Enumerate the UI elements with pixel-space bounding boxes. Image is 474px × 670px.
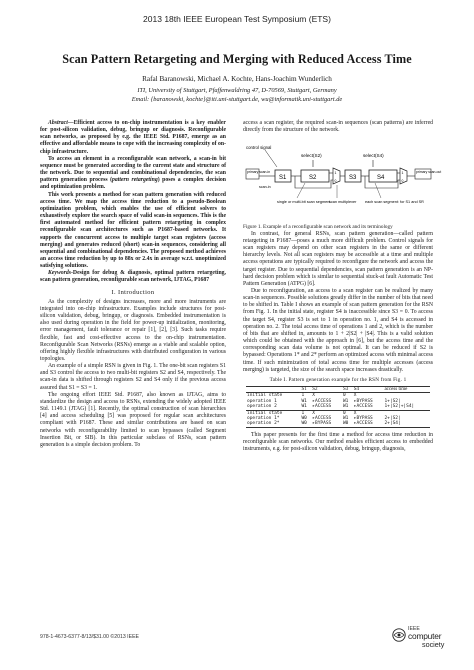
register-s2-label: S2 — [309, 175, 317, 182]
table-cell: 1+|S2|+|S4| — [384, 404, 415, 410]
figure-1-caption: Figure 1. Example of a reconfigurable scan network and its terminology — [243, 224, 393, 231]
table-header-cell: S4 — [353, 387, 384, 393]
mux1-input-1: 1 — [334, 171, 337, 176]
right-p0: access a scan register, the required scan-in sequences (scan patterns) are inferred directly from the structure of the network. — [243, 120, 433, 134]
seg-pointer — [297, 183, 305, 198]
table-cell: X — [353, 393, 357, 399]
keywords: Keywords-Design for debug & diagnosis, optimal pattern retargeting, scan pattern generation, reconfigurable scan network, IJTAG, P1687 — [40, 270, 226, 284]
table-cell: operation 2 — [247, 404, 277, 410]
table-header-cell: access time — [383, 387, 430, 393]
register-s4-label: S4 — [377, 175, 385, 182]
table-header-cell: S1 — [300, 387, 311, 393]
control-signal-pointer — [265, 150, 277, 167]
each-segment-label: each scan segment: for S1 and SR — [365, 200, 424, 205]
right-p2: Due to reconfiguration, an access to a scan register can be realized by many scan-in sequences. Possible solutions greatly differ in the number of bits that need to be shifted in. Table I shows an example of scan pattern generation for the RSN from Fig. 1. In the initial state, register S4 is inaccessible since S3 = 0. To access the target S4, register S3 is set to 1 in operation no. 1, and S4 is accessed in operation no. 2. The total access time of operations 1 and 2, which is the number of bits that are shifted in, amounts to 1 + 2|S2| + |S4|. This is a valid solution which could be obtained with the approach in [6], but the access time and the corresponding scan data volume is not optimal. It can be reduced if S2 is bypassed: Operations 1* and 2* perform an optimized access with minimal access time. If such minimization of total access time for multiple accesses (access merging) is targeted, the size of the search space increases drastically. — [243, 287, 433, 373]
table-header-cell: S2 — [311, 387, 342, 393]
logo-ieee-text: IEEE — [408, 626, 420, 632]
keywords-label: Keywords — [48, 270, 71, 277]
table-cell: W1 — [301, 404, 307, 410]
table-cell: W0 — [342, 421, 353, 427]
affiliation-address: ITI, University of Stuttgart, Pfaffenwaldring 47, D-70569, Stuttgart, Germany — [137, 87, 337, 94]
register-s1-label: S1 — [279, 175, 287, 182]
table-cell: 1 — [301, 393, 305, 399]
left-column — [40, 120, 226, 590]
bit-pointer — [375, 183, 381, 198]
table-cell: X — [353, 410, 384, 416]
ieee-cs-logo-icon — [392, 628, 406, 642]
table-cell: operation 1 — [247, 398, 277, 404]
abstract — [40, 120, 226, 285]
abstract-label: Abstract — [48, 120, 68, 126]
table-cell: ▸ACCESS — [312, 416, 332, 422]
paper-authors: Rafal Baranowski, Michael A. Kochte, Hans-Joachim Wunderlich — [142, 75, 332, 83]
logo-society-text: society — [422, 640, 445, 649]
table-cell: ▸ACCESS — [353, 404, 373, 410]
paper-affiliation — [20, 87, 454, 105]
control-signal-label: control signal — [246, 145, 272, 151]
table-cell: initial state — [247, 393, 283, 399]
abstract-p3: This work presents a method for scan pattern generation with reduced access time. We map the access time reduction to a pseudo-Boolean optimization problem, which enables the use of efficient solvers to exhaustively explore the search space of valid scan-in sequences. This is the first automated method for efficient pattern retargeting in complex reconfigurable scan architectures such as P1687-based networks. It supports the concurrent access to multiple target scan registers (access merging) and generates reduced (short) scan-in sequences, considering all sequential and combinational dependencies. The proposed method achieves an access time reduction by up to 88x or 2.4x in average w.r.t. unoptimized satisfying solutions. — [40, 191, 226, 270]
table-header-cell: S3 — [342, 387, 353, 393]
table-cell: ▸ACCESS — [312, 404, 332, 410]
abstract-p1: Abstract—Efficient access to on-chip instrumentation is a key enabler for post-silicon validation, debug, bringup or diagnosis. Reconfigurable scan networks, as proposed by e.g. the IEEE Std. P1687, emerge as an effective and affordable means to cope with the increasing complexity of on-chip infrastructure. — [40, 120, 226, 155]
pattern-generation-table — [246, 386, 430, 428]
table-cell: ▸ACCESS — [353, 421, 384, 427]
mux2-input-0: 0 — [401, 179, 404, 184]
table-cell: 2+|S2| — [384, 416, 401, 422]
scan-segment-label: single or multi-bit scan segment — [277, 200, 331, 205]
register-s3-label: S3 — [349, 175, 357, 182]
affiliation-email: Email: {baranowski, kochte}@iti.uni-stuttgart.de, wu@informatik.uni-stuttgart.de — [131, 95, 343, 103]
table-cell: W1 — [301, 398, 307, 404]
figure-1 — [243, 140, 442, 224]
table-row — [246, 421, 430, 427]
table-cell: ▸ACCESS — [312, 398, 332, 404]
table-cell: W0 — [301, 416, 307, 422]
table-cell: 1 — [300, 410, 311, 416]
table-cell: initial state — [246, 410, 300, 416]
right-p1: In contrast, for general RSNs, scan pattern generation—called pattern retargeting in P1687—poses a much more difficult problem. Control signals for scan registers may depend on other scan registers in the same or different hierarchy levels. Not all scan registers may be accessible at a time and multiple access operations are typically required to reconfigure the network and access the target register. Due to sequential dependencies, scan pattern generation is an NP-hard decision problem which is similar to sequential stuck-at fault Automatic Test Pattern Generation (ATPG) [6]. — [243, 230, 433, 287]
primary-scan-in-label: primary scan-in — [247, 170, 271, 175]
right-p3: This paper presents for the first time a method for access time reduction in reconfigurable scan networks. Our method enables efficient access to embedded instruments, e.g. for post-silicon validation, debug, bringup, diagnosis, — [243, 431, 433, 453]
table-cell: X — [311, 410, 342, 416]
select-s2-label: select(S2) — [301, 153, 322, 159]
table-cell: W1 — [342, 398, 349, 404]
table-cell: 0 — [342, 410, 353, 416]
select-s4-label: select(S4) — [363, 153, 384, 159]
table-cell: 0 — [342, 393, 346, 399]
mux2-input-1: 1 — [401, 171, 404, 176]
table-cell: X — [312, 393, 315, 399]
intro-p3: The ongoing effort IEEE Std. P1687, also known as IJTAG, aims to standardize the design and access to RSNs, extending the widely adopted IEEE Std. 1149.1 (JTAG) [1]. Recently, the optimal construction of scan hierarchies [4] and access scheduling [5] was proposed for regular scan architectures compliant with P1687. These and similar contributions are based on scan networks with reconfigurability limited to scan bypasses (called Segment Insertion Bit, or SIB). In this particular subclass of RSNs, scan pattern generation is a simple decision problem. To — [40, 391, 226, 448]
table-cell: ▸BYPASS — [311, 421, 342, 427]
table-cell: ▸BYPASS — [353, 416, 373, 422]
right-column — [243, 120, 442, 590]
table-cell: 1+|S2| — [384, 398, 401, 404]
intro-p2: An example of a simple RSN is given in Fig. 1. The one-bit scan registers S1 and S3 control the access to two multi-bit registers S2 and S4, respectively. The scan-in data is shifted through registers S2 and S4 only if the previous access assured that S1 = S3 = 1. — [40, 363, 226, 391]
table-1-caption: Table I. Pattern generation example for the RSN from Fig. 1 — [269, 376, 407, 383]
mux1-input-0: 0 — [334, 179, 337, 184]
table-cell: W1 — [342, 416, 349, 422]
intro-p1: As the complexity of designs increases, more and more instruments are integrated into on-chip infrastructure. Examples include structures for post-silicon validation, debug, bringup, or diagnosis. Embedded instrumentation is also used during operation in the field for power-up initialization, monitoring, error management, fault tolerance or repair [1], [2], [3]. Such tasks require flexible, fast and cost-effective access to the on-chip instrumentation. Reconfigurable Scan Networks (RSNs) emerge as a viable and scalable option, offering highly flexible infrastructures with distributed configuration in various topologies. — [40, 298, 226, 362]
paper-title: Scan Pattern Retargeting and Merging with Reduced Access Time — [62, 52, 412, 66]
table-cell: operation 1* — [247, 416, 280, 422]
scan-in-label: scan-in — [259, 185, 271, 190]
section-heading-introduction: I. Introduction — [111, 288, 155, 296]
ieee-computer-society-logo — [392, 626, 462, 650]
footer-isbn: 978-1-4673-6377-8/13/$31.00 ©2013 IEEE — [40, 634, 140, 640]
logo-computer-text: computer — [408, 631, 442, 641]
table-cell: operation 2* — [246, 421, 300, 427]
abstract-p2: To access an element in a reconfigurable scan network, a scan-in bit sequence must be generated according to the current state and structure of the network. Due to sequential and combinational dependencies, the scan pattern generation process (pattern retargeting) poses a complex decision and optimization problem. — [40, 155, 226, 191]
table-cell: 2+|S4| — [383, 421, 430, 427]
rsn-diagram — [245, 140, 442, 224]
table-cell: W0 — [300, 421, 311, 427]
table-cell: W1 — [342, 404, 349, 410]
table-cell: ▸BYPASS — [353, 398, 373, 404]
conference-header: 2013 18th IEEE European Test Symposium (ETS) — [143, 14, 331, 24]
primary-scan-out-label: primary scan-out — [416, 170, 442, 175]
scan-mux-label: scan multiplexer — [329, 200, 357, 205]
